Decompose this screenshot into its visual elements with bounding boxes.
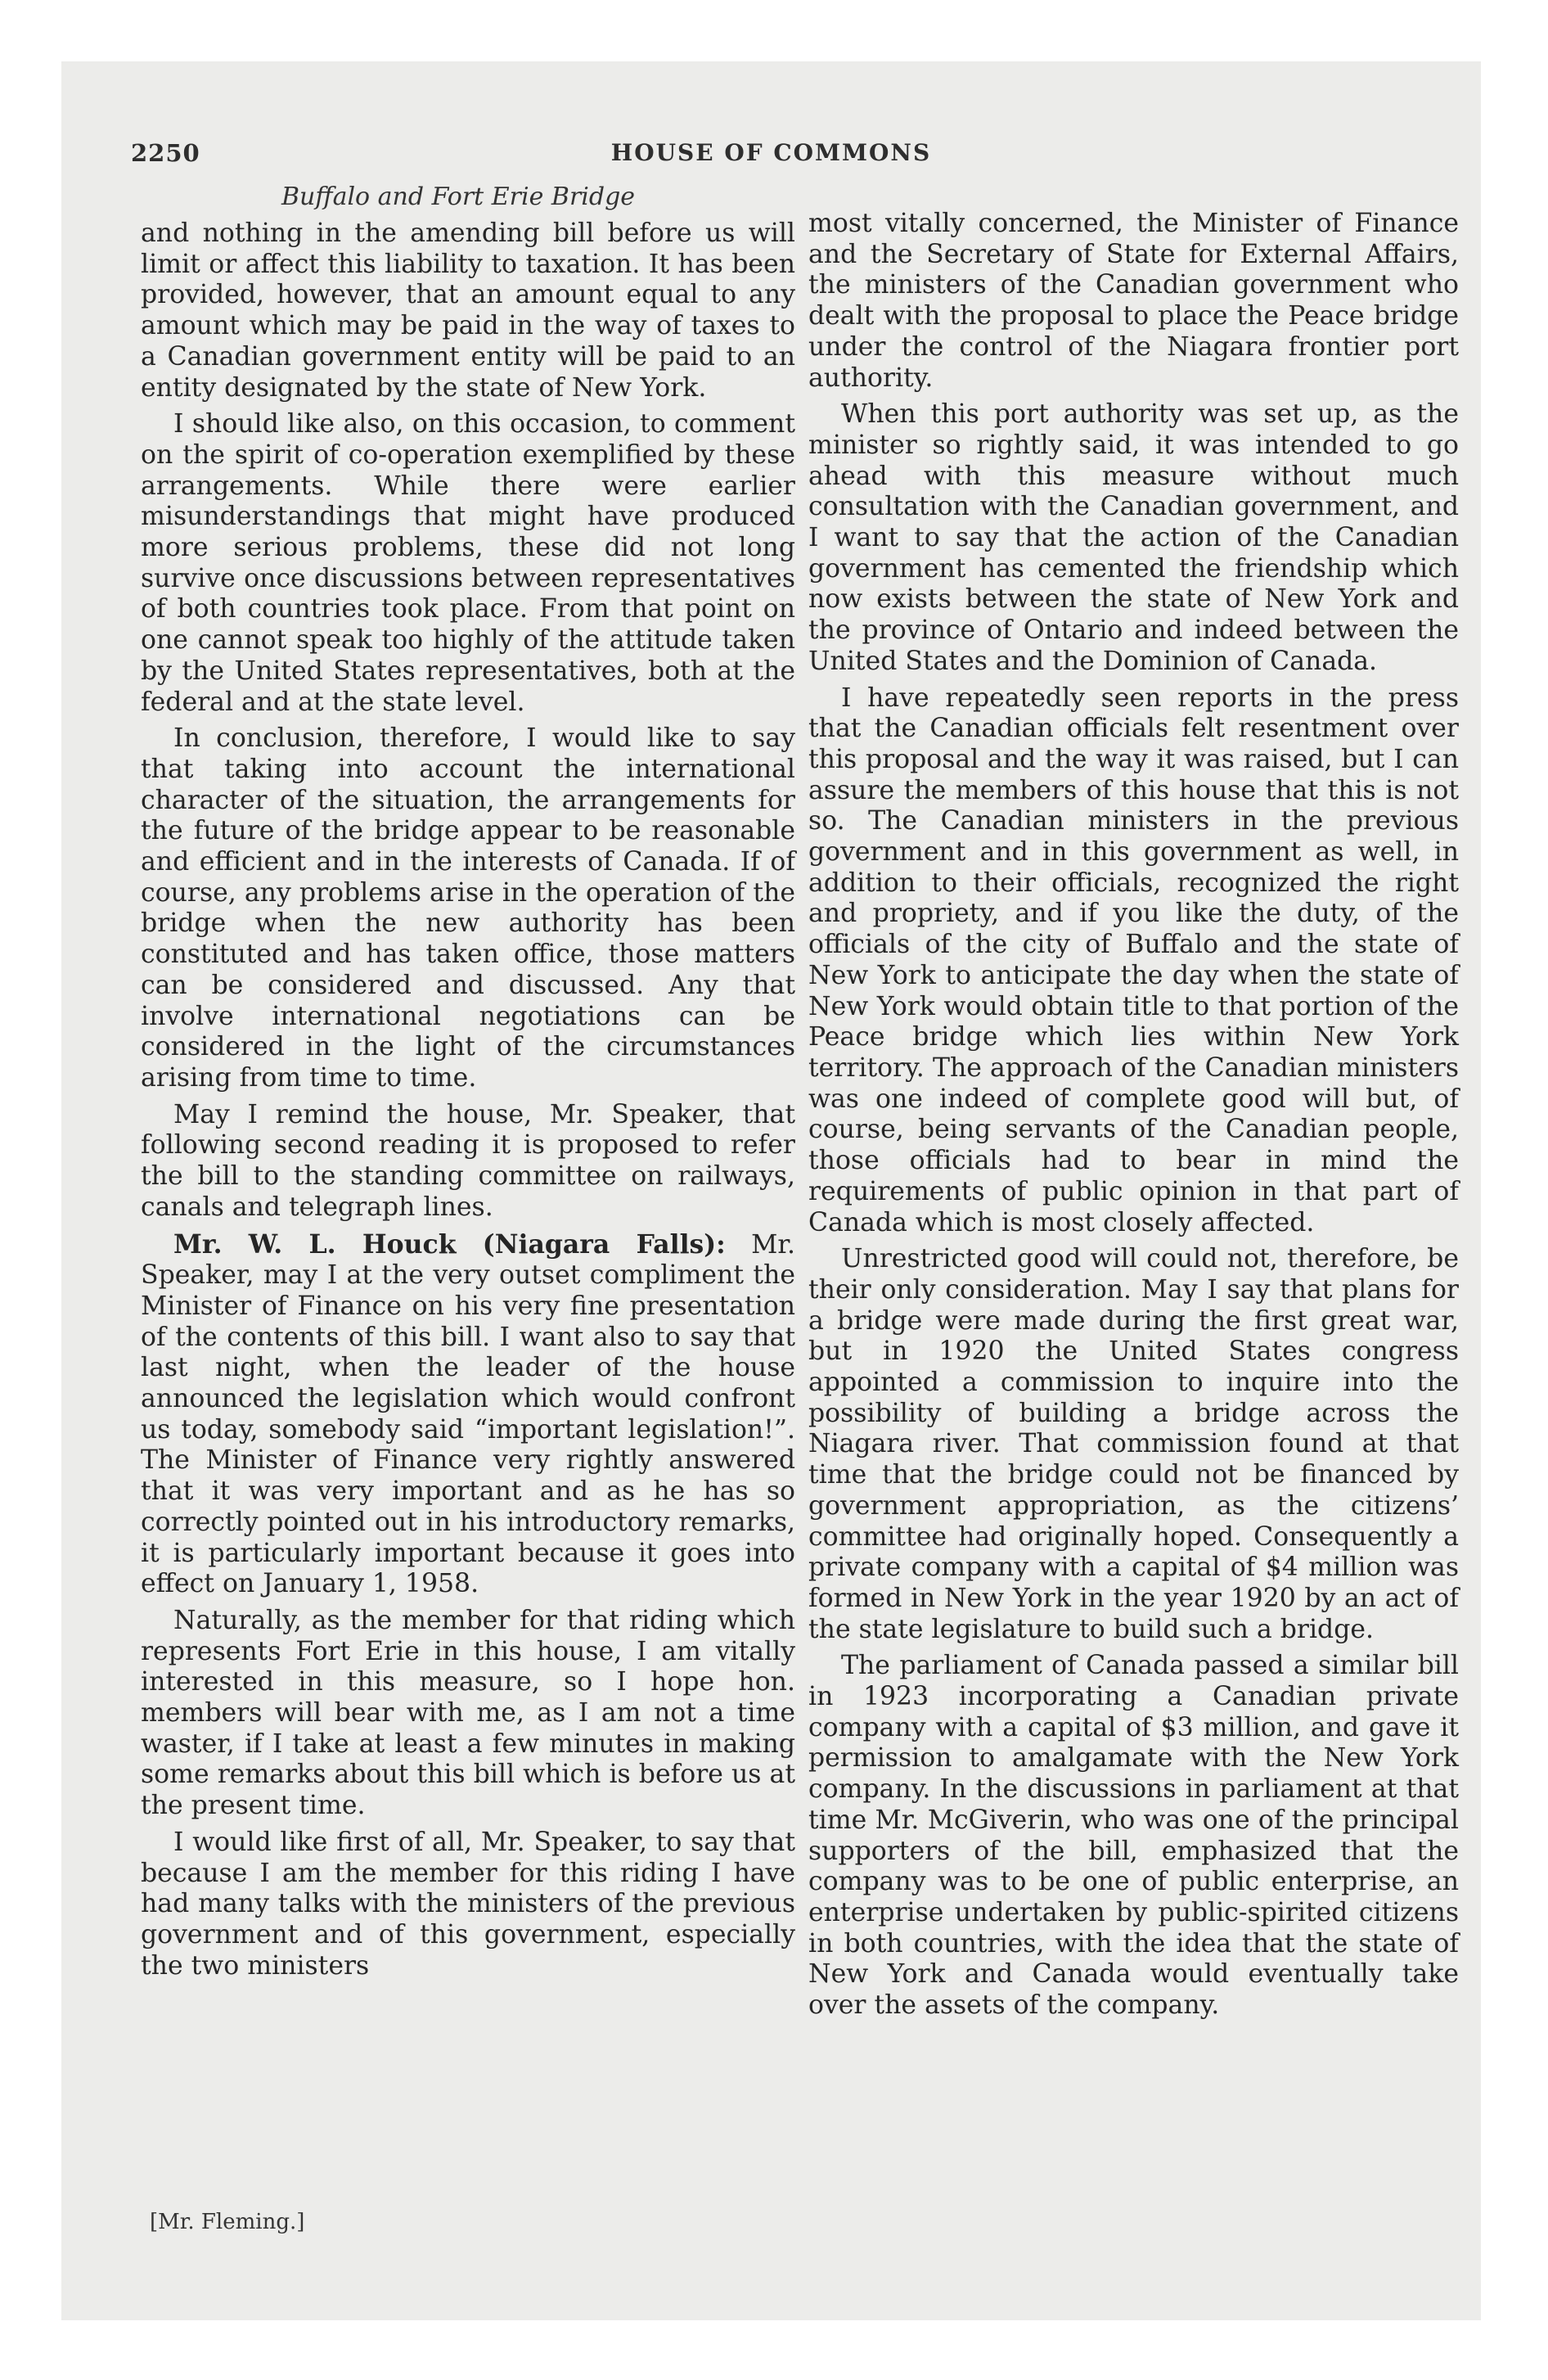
paragraph: When this port authority was set up, as the minister so rightly said, it was intended to go ahead with this measure without much consultation with the Canadian government, and I want to say that the action of the Canadian government has cemented the friendship which now exists between the state of New York and the province of Ontario and indeed between the United States and the Dominion of Canada. — [808, 399, 1459, 676]
page-header — [61, 139, 1481, 180]
paragraph: Naturally, as the member for that riding which represents Fort Erie in this house, I am vitally interested in this measure, so I hope hon. members will bear with me, as I am not a time waster, if I take at least a few minutes in making some remarks about this bill which is before us at the present time. — [141, 1605, 795, 1821]
paragraph: and nothing in the amending bill before us will limit or affect this liability to taxation. It has been provided, however, that an amount equal to any amount which may be paid in the way of taxes to a Canadian government entity will be paid to an entity designated by the state of New York. — [141, 219, 795, 403]
paragraph-speech — [141, 1229, 795, 1600]
paragraph: I should like also, on this occasion, to comment on the spirit of co-operation exemplified by these arrangements. While there were earlier misunderstandings that might have produced more serious problems, these did not long survive once discussions between representatives of both countries took place. From that point on one cannot speak too highly of the attitude taken by the United States representatives, both at the federal and at the state level. — [141, 409, 795, 717]
paragraph: In conclusion, therefore, I would like to say that taking into account the international character of the situation, the arrangements for the future of the bridge appear to be reasonable and efficient and in the interests of Canada. If of course, any problems arise in the operation of the bridge when the new authority has been constituted and has taken office, those matters can be considered and discussed. Any that involve international negotiations can be considered in the light of the circumstances arising from time to time. — [141, 723, 795, 1093]
left-column — [141, 219, 795, 1987]
section-subheading: Buffalo and Fort Erie Bridge — [281, 183, 636, 211]
speech-text: Mr. Speaker, may I at the very outset compliment the Minister of Finance on his very fine presentation of the contents of this bill. I want also to say that last night, when the leader of the house announced the legislation which would confront us today, somebody said “important legislation!”. The Minister of Finance very rightly answered that it was very important and as he has so correctly pointed out in his introductory remarks, it is particularly important because it goes into effect on January 1, 1958. — [141, 1229, 796, 1599]
page-sheet — [61, 61, 1481, 2320]
right-column — [808, 209, 1459, 2027]
running-head-title: HOUSE OF COMMONS — [610, 139, 932, 166]
page-number: 2250 — [131, 139, 200, 167]
paragraph: The parliament of Canada passed a similar bill in 1923 incorporating a Canadian private company with a capital of $3 million, and gave it permission to amalgamate with the New York company. In the discussions in parliament at that time Mr. McGiverin, who was one of the principal supporters of the bill, emphasized that the company was to be one of public enterprise, an enterprise undertaken by public-spirited citizens in both countries, with the idea that the state of New York and Canada would eventually take over the assets of the company. — [808, 1651, 1459, 2021]
speaker-footnote: [Mr. Fleming.] — [150, 2210, 305, 2234]
paragraph: I would like first of all, Mr. Speaker, to say that because I am the member for this riding I have had many talks with the ministers of the previous government and of this government, especially the two ministers — [141, 1827, 795, 1981]
paragraph: I have repeatedly seen reports in the press that the Canadian officials felt resentment over this proposal and the way it was raised, but I can assure the members of this house that this is not so. The Canadian ministers in the previous government and in this government as well, in addition to their officials, recognized the right and propriety, and if you like the duty, of the officials of the city of Buffalo and the state of New York to anticipate the day when the state of New York would obtain title to that portion of the Peace bridge which lies within New York territory. The approach of the Canadian ministers was one indeed of complete good will but, of course, being servants of the Canadian people, those officials had to bear in mind the requirements of public opinion in that part of Canada which is most closely affected. — [808, 683, 1459, 1237]
speaker-name: Mr. W. L. Houck (Niagara Falls): — [173, 1228, 726, 1260]
paragraph: May I remind the house, Mr. Speaker, that following second reading it is proposed to refer the bill to the standing committee on railways, canals and telegraph lines. — [141, 1099, 795, 1222]
paragraph: Unrestricted good will could not, therefore, be their only consideration. May I say that plans for a bridge were made during the first great war, but in 1920 the United States congress appointed a commission to inquire into the possibility of building a bridge across the Niagara river. That commission found at that time that the bridge could not be financed by government appropriation, as the citizens’ committee had originally hoped. Consequently a private company with a capital of $4 million was formed in New York in the year 1920 by an act of the state legislature to build such a bridge. — [808, 1244, 1459, 1644]
paragraph: most vitally concerned, the Minister of Finance and the Secretary of State for External Affairs, the ministers of the Canadian government who dealt with the proposal to place the Peace bridge under the control of the Niagara frontier port authority. — [808, 209, 1459, 393]
